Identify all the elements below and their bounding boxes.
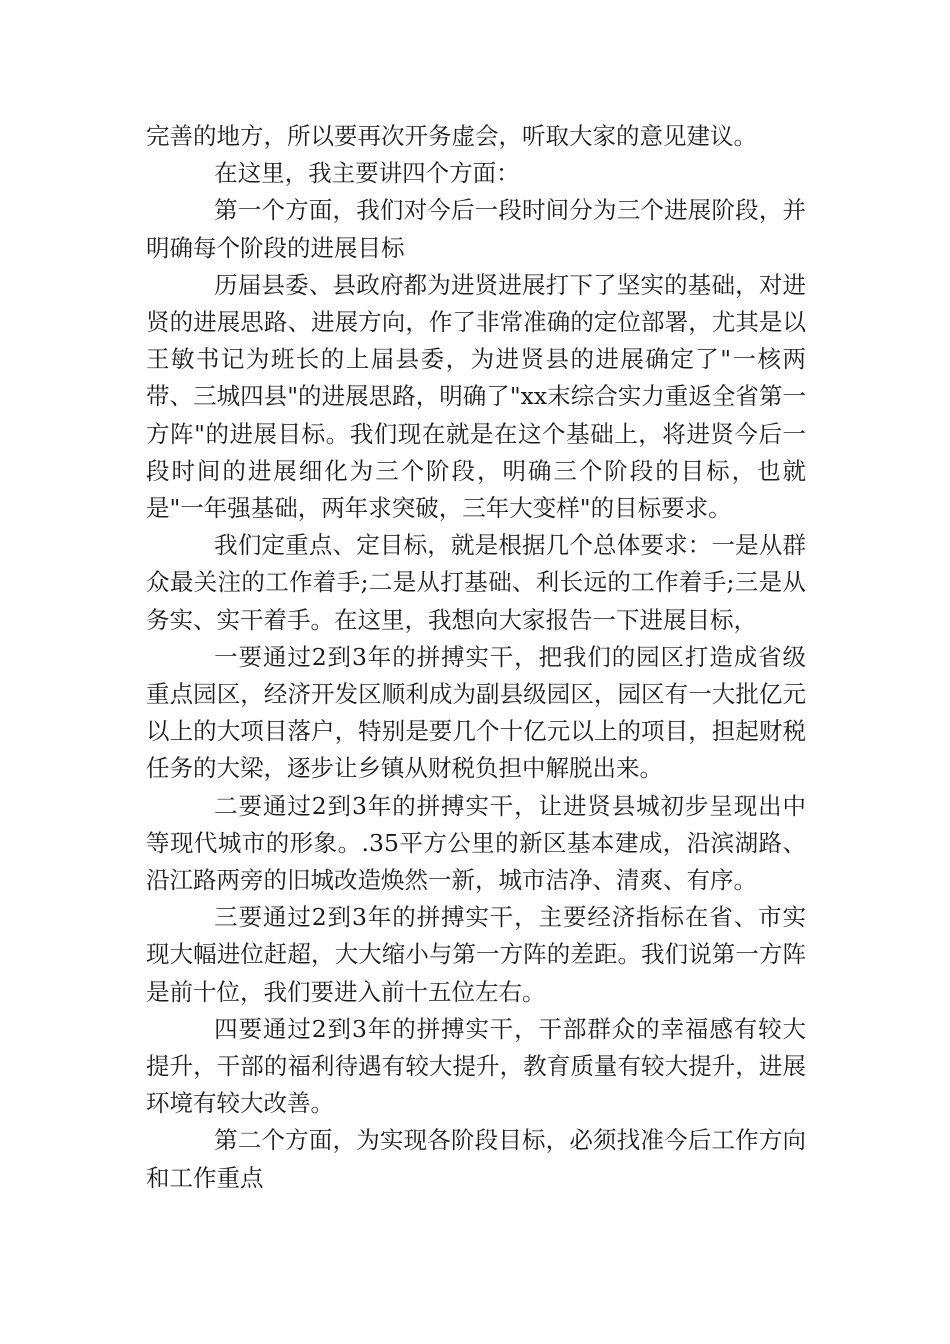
goal-four: 四要通过2到3年的拼搏实干，干部群众的幸福感有较大提升，干部的福利待遇有较大提升，教育质量有较大提升，进展环境有较大改善。	[146, 1014, 806, 1118]
paragraph-requirements: 我们定重点、定目标，就是根据几个总体要求：一是从群众最关注的工作着手;二是从打基础、利长远的工作着手;三是从务实、实干着手。在这里，我想向大家报告一下进展目标，	[146, 531, 806, 634]
section-heading-first: 第一个方面，我们对今后一段时间分为三个进展阶段，并明确每个阶段的进展目标	[146, 196, 806, 262]
paragraph-intro: 在这里，我主要讲四个方面：	[214, 159, 520, 188]
paragraph-history: 历届县委、县政府都为进贤进展打下了坚实的基础，对进贤的进展思路、进展方向，作了非常准确的定位部署，尤其是以王敏书记为班长的上届县委，为进贤县的进展确定了"一核两带、三城四县"的进展思路，明确了"xx末综合实力重返全省第一方阵"的进展目标。我们现在就是在这个基础上，将进贤今后一段时间的进展细化为三个阶段，明确三个阶段的目标，也就是"一年强基础，两年求突破，三年大变样"的目标要求。	[146, 270, 806, 523]
goal-one: 一要通过2到3年的拼搏实干，把我们的园区打造成省级重点园区，经济开发区顺利成为副县级园区，园区有一大批亿元以上的大项目落户，特别是要几个十亿元以上的项目，担起财税任务的大梁，逐步让乡镇从财税负担中解脱出来。	[146, 642, 806, 783]
document-page	[146, 118, 806, 1197]
goal-two: 二要通过2到3年的拼搏实干，让进贤县城初步呈现出中等现代城市的形象。.35平方公里的新区基本建成，沿滨湖路、沿江路两旁的旧城改造焕然一新，城市洁净、清爽、有序。	[146, 791, 806, 895]
section-heading-second: 第二个方面，为实现各阶段目标，必须找准今后工作方向和工作重点	[146, 1126, 806, 1192]
goal-three: 三要通过2到3年的拼搏实干，主要经济指标在省、市实现大幅进位赶超，大大缩小与第一方阵的差距。我们说第一方阵是前十位，我们要进入前十五位左右。	[146, 903, 806, 1006]
paragraph-continuation: 完善的地方，所以要再次开务虚会，听取大家的意见建议。	[146, 122, 757, 150]
